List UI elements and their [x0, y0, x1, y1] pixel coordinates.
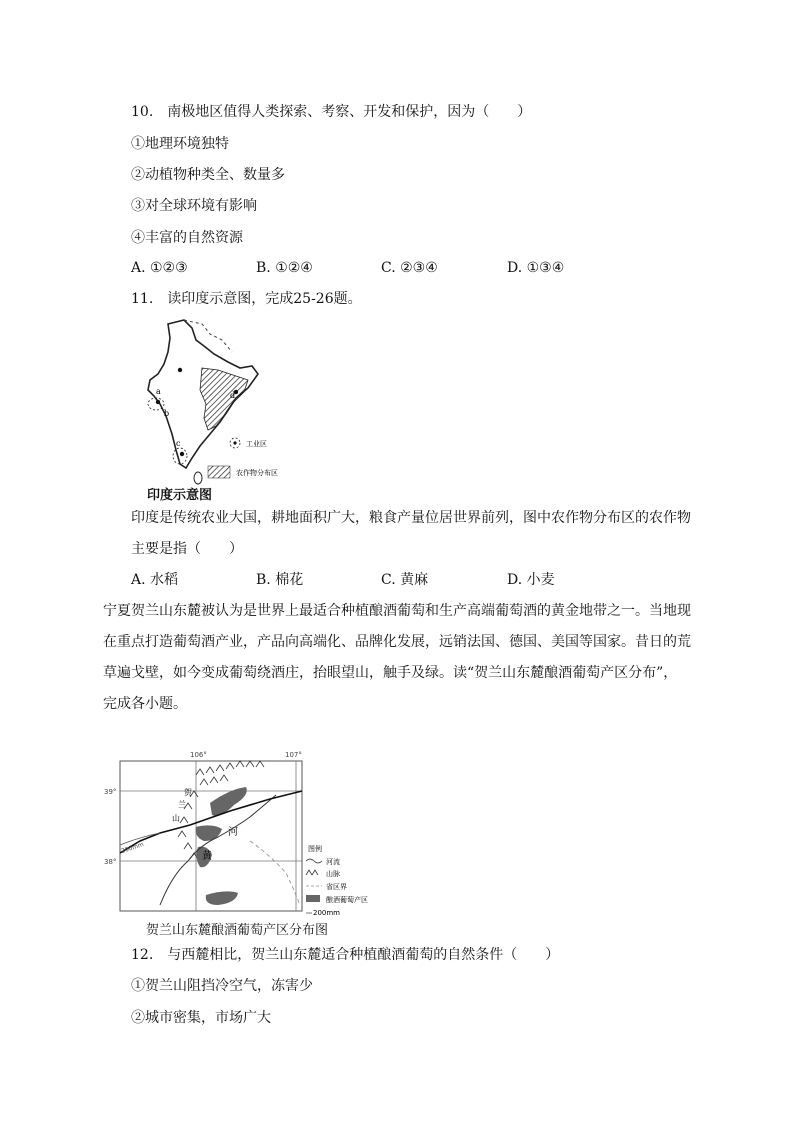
helan-map	[100, 745, 430, 920]
q12-item-2: ②城市密集，市场广大	[131, 1010, 271, 1026]
passage-line-1: 宁夏贺兰山东麓被认为是世界上最适合种植酿酒葡萄和生产高端葡萄酒的黄金地带之一。当地现	[103, 603, 691, 619]
q10-item-4: ④丰富的自然资源	[131, 230, 243, 246]
q10-option-c: C. ②③④	[381, 260, 438, 276]
q10-item-2: ②动植物种类全、数量多	[131, 167, 285, 183]
q10-option-a: A. ①②③	[131, 260, 188, 276]
place-huang: 黄	[202, 851, 212, 862]
legend-river: 河流	[326, 858, 340, 866]
crop-region	[200, 368, 248, 430]
q11-option-a: A. 水稻	[131, 572, 179, 588]
q10-item-3: ③对全球环境有影响	[131, 198, 257, 214]
legend-crop: 农作物分布区	[236, 469, 278, 477]
q10-option-b: B. ①②④	[256, 260, 313, 276]
legend-mountain: 山脉	[326, 870, 340, 878]
legend-isoline: 200mm	[313, 909, 340, 917]
q11-text-line1: 印度是传统农业大国，耕地面积广大，粮食产量位居世界前列，图中农作物分布区的农作物	[131, 510, 691, 526]
legend-title: 图例	[308, 845, 322, 853]
q12-item-1: ①贺兰山阻挡冷空气，冻害少	[131, 978, 313, 994]
q11-option-c: C. 黄麻	[381, 572, 429, 588]
passage-line-2: 在重点打造葡萄酒产业，产品向高端化、品牌化发展，远销法国、德国、美国等国家。昔日的荒	[103, 634, 691, 650]
india-map	[140, 318, 300, 486]
q10-option-d: D. ①③④	[507, 260, 565, 276]
place-shan: 山	[172, 814, 180, 823]
q11-stem: 11. 读印度示意图，完成25-26题。	[131, 291, 362, 307]
q11-option-b: B. 棉花	[256, 572, 304, 588]
place-he: 贺	[184, 788, 192, 797]
isoline-200mm-label: 200mm	[120, 841, 145, 855]
india-map-caption: 印度示意图	[147, 488, 213, 503]
q10-item-1: ①地理环境独特	[131, 136, 229, 152]
india-label-a: a	[156, 387, 161, 396]
passage-line-4: 完成各小题。	[103, 696, 187, 712]
q11-option-d: D. 小麦	[507, 572, 555, 588]
india-label-b: b	[164, 409, 170, 418]
q12-stem: 12. 与西麓相比，贺兰山东麓适合种植酿酒葡萄的自然条件（ ）	[131, 947, 560, 963]
lon-label-106: 106°	[190, 751, 207, 759]
place-river-he: 河	[228, 827, 238, 838]
province-boundary	[120, 791, 302, 853]
legend-grape: 酿酒葡萄产区	[326, 896, 368, 904]
q10-stem: 10. 南极地区值得人类探索、考察、开发和保护，因为（ ）	[131, 104, 532, 120]
place-lan: 兰	[178, 800, 186, 809]
lat-label-38: 38°	[104, 858, 117, 866]
passage-line-3: 草遍戈壁，如今变成葡萄绕酒庄，抬眼望山，触手及绿。读“贺兰山东麓酿酒葡萄产区分布”，	[103, 665, 678, 681]
helan-map-caption: 贺兰山东麓酿酒葡萄产区分布图	[146, 923, 329, 938]
q11-text-line2: 主要是指（ ）	[131, 541, 243, 557]
lon-label-107: 107°	[285, 751, 302, 759]
legend-industrial: 工业区	[246, 440, 267, 448]
lat-label-39: 39°	[104, 788, 117, 796]
india-label-c: c	[176, 439, 181, 448]
legend-boundary: 省区界	[326, 883, 347, 891]
india-label-d: d	[230, 391, 236, 400]
